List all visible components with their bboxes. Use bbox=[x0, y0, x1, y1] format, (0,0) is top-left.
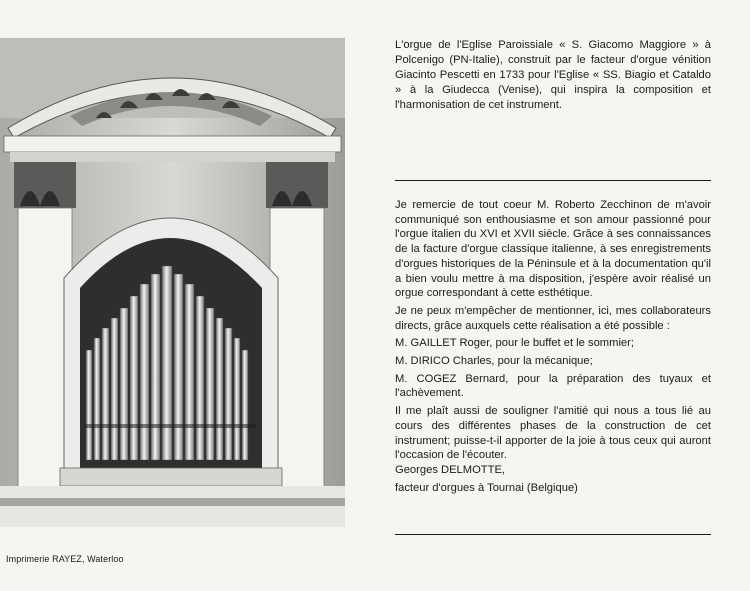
photo-caption bbox=[395, 38, 711, 113]
signature-name: Georges DELMOTTE, bbox=[395, 463, 506, 476]
signature-title: facteur d'orgues à Tournai (Belgique) bbox=[395, 481, 578, 494]
divider-top bbox=[395, 180, 711, 181]
divider-bottom bbox=[395, 534, 711, 535]
paragraph-closing: Il me plaît aussi de souligner l'amitié qui nous a tous lié au cours des différentes phases de la construction de cet instrument; puisse-t-il apporter de la joie à tous ceux qui auront l'occasion de l'écouter. bbox=[395, 405, 711, 462]
collaborator-dirico: M. DIRICO Charles, pour la mécanique; bbox=[395, 355, 593, 368]
caption-text: L'orgue de l'Eglise Paroissiale « S. Giacomo Maggiore » à Polcenigo (PN-Italie), construit par le facteur d'orgue vénition Giacinto Pescetti en 1733 pour l'Eglise « SS. Biagio et Cataldo » à la Giudecca (Venise), qui inspira la composition et l'harmonisation de cet instrument. bbox=[395, 39, 711, 111]
paragraph-thanks: Je remercie de tout coeur M. Roberto Zecchinon de m'avoir communiqué son enthousiasme et son amour passionné pour l'orgue italien du XVI et XVII siècle. Grâce à ses connaissances de la facture d'orgue classique italienne, à ses enregistrements d'orgues historiques de la Péninsule et à la documentation qu'il a bien voulu mettre à ma disposition, j'espère avoir réalisé un orgue correspondant à cette esthétique. bbox=[395, 199, 711, 300]
organ-illustration bbox=[0, 38, 345, 527]
collaborator-gaillet: M. GAILLET Roger, pour le buffet et le sommier; bbox=[395, 337, 634, 350]
organ-photograph bbox=[0, 38, 345, 527]
paragraph-collaborators: Je ne peux m'empêcher de mentionner, ici, mes collaborateurs directs, grâce auxquels cette réalisation a été possible : bbox=[395, 304, 711, 332]
collaborator-cogez: M. COGEZ Bernard, pour la préparation des tuyaux et l'achèvement. bbox=[395, 372, 711, 400]
acknowledgement-text bbox=[395, 198, 711, 498]
printer-credit: Imprimerie RAYEZ, Waterloo bbox=[6, 554, 124, 564]
